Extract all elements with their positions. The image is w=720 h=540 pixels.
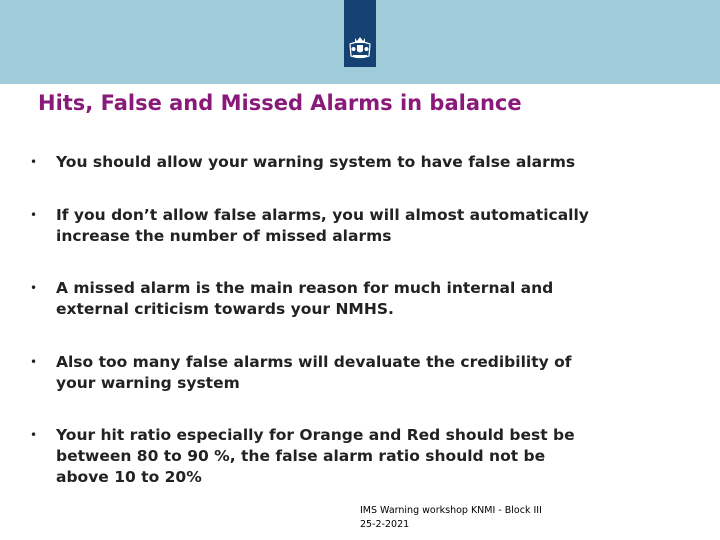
bullet-line: If you don’t allow false alarms, you will almost automatically xyxy=(56,206,589,224)
bullet-marker: • xyxy=(30,428,38,442)
bullet-text xyxy=(56,205,696,247)
bullet-text xyxy=(56,152,696,173)
bullet-text xyxy=(56,352,696,394)
slide-footer xyxy=(360,504,542,532)
bullet-line: You should allow your warning system to have false alarms xyxy=(56,153,576,171)
government-emblem xyxy=(344,0,376,67)
bullet-text xyxy=(56,278,696,320)
bullet-line: external criticism towards your NMHS. xyxy=(56,300,394,318)
bullet-line: A missed alarm is the main reason for much internal and xyxy=(56,279,554,297)
bullet-line: your warning system xyxy=(56,374,240,392)
bullet-marker: • xyxy=(30,355,38,369)
bullet-marker: • xyxy=(30,208,38,222)
bullet-line: above 10 to 20% xyxy=(56,468,202,486)
bullet-line: Your hit ratio especially for Orange and Red should best be xyxy=(56,426,575,444)
bullet-line: between 80 to 90 %, the false alarm ratio should not be xyxy=(56,447,546,465)
royal-coat-of-arms-icon xyxy=(347,34,373,60)
footer-date: 25-2-2021 xyxy=(360,519,410,530)
bullet-line: increase the number of missed alarms xyxy=(56,227,392,245)
header-band xyxy=(0,0,720,84)
bullet-marker: • xyxy=(30,281,38,295)
slide-title: Hits, False and Missed Alarms in balance xyxy=(38,91,522,115)
footer-event: IMS Warning workshop KNMI - Block III xyxy=(360,505,542,516)
bullet-marker: • xyxy=(30,155,38,169)
bullet-text xyxy=(56,425,696,488)
bullet-line: Also too many false alarms will devaluate the credibility of xyxy=(56,353,572,371)
